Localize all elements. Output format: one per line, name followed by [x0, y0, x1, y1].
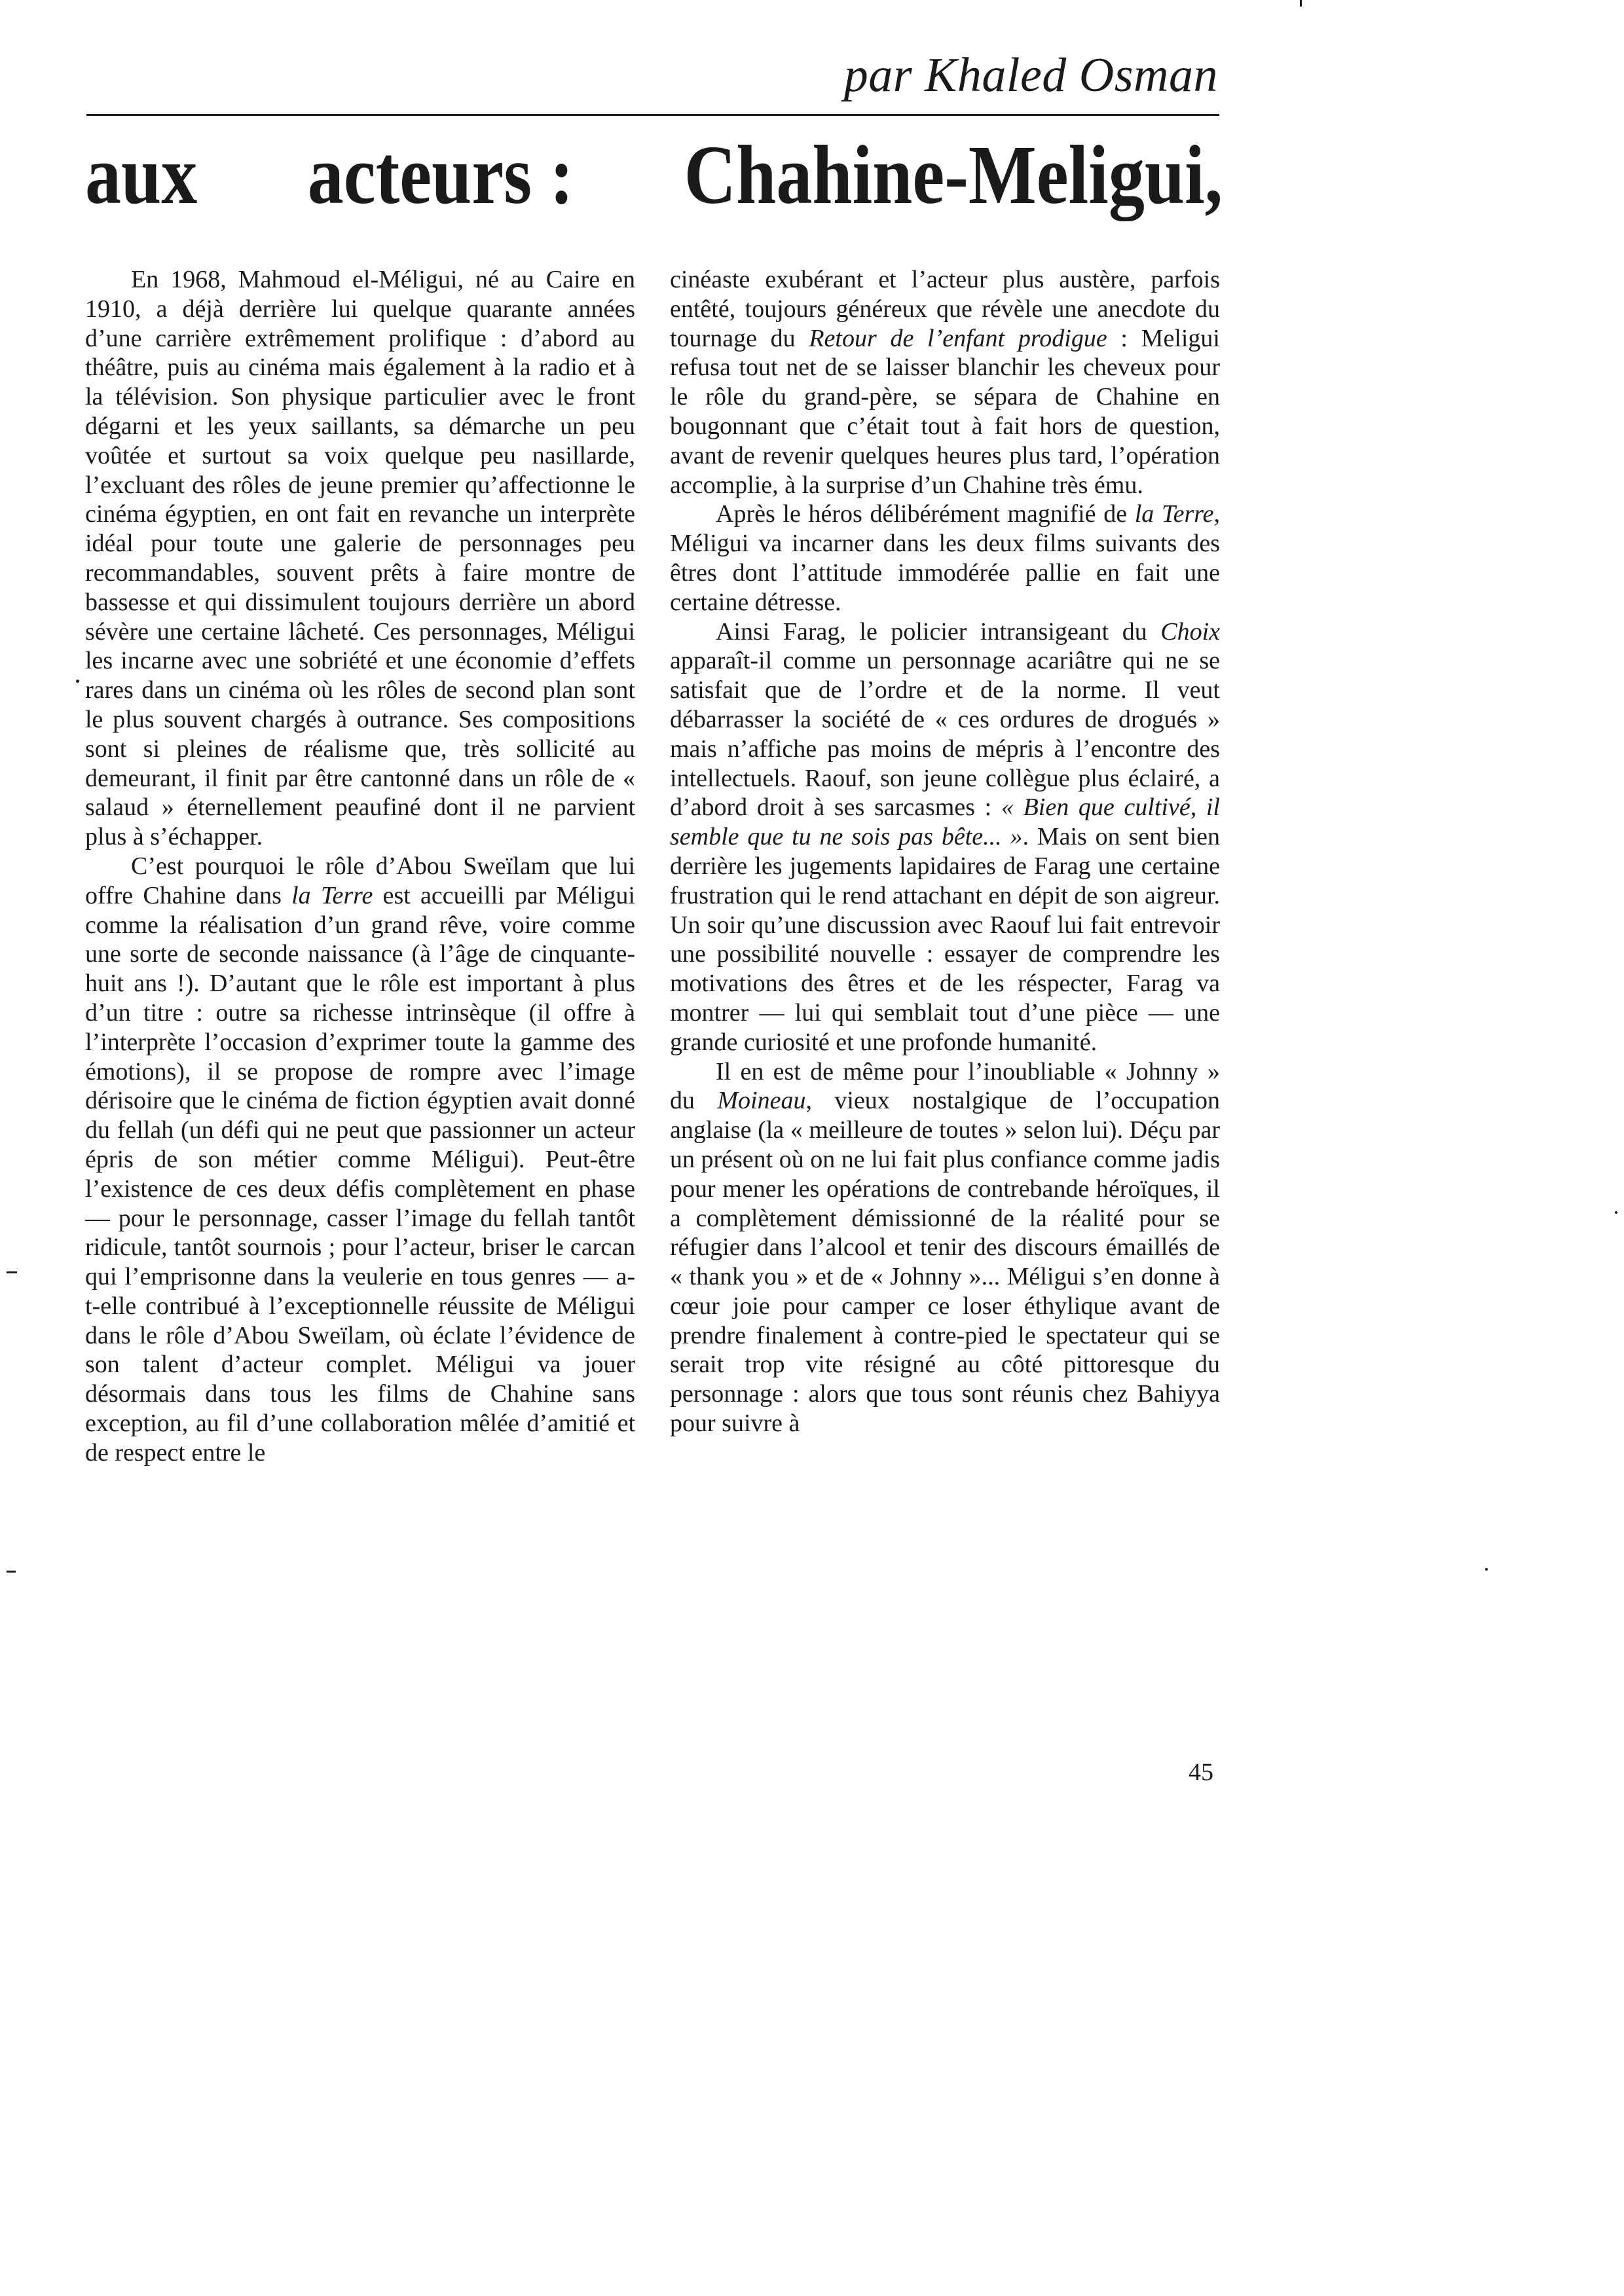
text-run: Il en est de même pour l’inoubliable « Johnny » du	[670, 1057, 1220, 1115]
text-run: apparaît-il comme un personnage acariâtre qui ne se satisfait que de l’ordre et de la norme. Il veut débarrasser la société de « ces ordures de drogués » mais n’affiche pas moins de mépris à l’encontre des intellectuels. Raouf, son jeune collègue plus éclairé, a d’abord droit à ses sarcasmes :	[670, 647, 1220, 822]
quotation: « Bien que cultivé, il semble que tu ne sois pas bête... »	[670, 793, 1220, 851]
margin-mark	[1300, 0, 1302, 7]
paragraph	[670, 617, 1220, 1057]
text-run: , vieux nostalgique de l’occupation anglaise (la « meilleure de toutes » selon lui). Déçu par un présent où on ne lui fait plus confiance comme jadis pour mener les opérations de contrebande héroïques, il a complètement démissionné de la réalité pour se réfugier dans l’alcool et tenir des discours émaillés de « thank you » et de « Johnny »... Méligui s’en donne à cœur joie pour camper ce loser éthylique avant de prendre finalement à contre-pied le spectateur qui se serait trop vite résigné au côté pittoresque du personnage : alors que tous sont réunis chez Bahiyya pour suivre à	[670, 1087, 1220, 1438]
headline-word-2: acteurs :	[307, 128, 574, 221]
text-run: : Meligui refusa tout net de se laisser blanchir les cheveux pour le rôle du grand-père, se sépara de Chahine en bougonnant que c’était tout à fait hors de question, avant de revenir quelques heures plus tard, l’opération accomplie, à la surprise d’un Chahine très ému.	[670, 324, 1220, 499]
film-title: Retour de l’enfant prodigue	[809, 324, 1107, 352]
film-title: la Terre	[291, 881, 373, 909]
paragraph	[670, 500, 1220, 617]
left-column	[85, 265, 635, 1468]
film-title: Choix	[1160, 617, 1220, 646]
margin-dot	[76, 680, 79, 683]
header-rule	[86, 114, 1219, 116]
right-column	[670, 265, 1220, 1438]
text-run: , Méligui va incarner dans les deux films suivants des êtres dont l’attitude immodérée pallie en fait une certaine détresse.	[670, 500, 1220, 616]
text-run: Après le héros délibérément magnifié de	[716, 500, 1135, 528]
margin-dot	[1485, 1568, 1488, 1571]
paragraph: En 1968, Mahmoud el-Méligui, né au Caire en 1910, a déjà derrière lui quelque quarante années d’une carrière extrêmement prolifique : d’abord au théâtre, puis au cinéma mais également à la radio et à la télévision. Son physique particulier avec le front dégarni et les yeux saillants, sa démarche un peu voûtée et surtout sa voix quelque peu nasillarde, l’excluant des rôles de jeune premier qu’affectionne le cinéma égyptien, en ont fait en revanche un interprète idéal pour toute une galerie de personnages peu recommandables, souvent prêts à faire montre de bassesse et qui dissimulent toujours derrière un abord sévère une certaine lâcheté. Ces personnages, Méligui les incarne avec une sobriété et une économie d’effets rares dans un cinéma où les rôles de second plan sont le plus souvent chargés à outrance. Ses compositions sont si pleines de réalisme que, très sollicité au demeurant, il finit par être cantonné dans un rôle de « salaud » éternellement peaufiné dont il ne parvient plus à s’échapper.	[85, 266, 635, 851]
text-run: . Mais on sent bien derrière les jugements lapidaires de Farag une certaine frustration qui le rend attachant en dépit de son aigreur. Un soir qu’une discussion avec Raouf lui fait entrevoir une possibilité nouvelle : essayer de comprendre les motivations des êtres et de les réspecter, Farag va montrer — lui qui semblait tout d’une pièce — une grande curiosité et une profonde humanité.	[670, 823, 1220, 1056]
headline	[85, 128, 1223, 221]
headline-word-1: aux	[85, 128, 198, 221]
film-title: la Terre	[1134, 500, 1214, 528]
text-run: C’est pourquoi le rôle d’Abou Sweïlam que lui offre Chahine dans	[85, 852, 635, 909]
page-number: 45	[1189, 1758, 1213, 1786]
film-title: Moineau	[717, 1087, 806, 1115]
text-run: est accueilli par Méligui comme la réalisation d’un grand rêve, voire comme une sorte de seconde naissance (à l’âge de cinquante-huit ans !). D’autant que le rôle est important à plus d’un titre : outre sa richesse intrinsèque (il offre à l’interprète l’occasion d’exprimer toute la gamme des émotions), il se propose de rompre avec l’image dérisoire que le cinéma de fiction égyptien avait donné du fellah (un défi qui ne peut que passionner un acteur épris de son métier comme Méligui). Peut-être l’existence de ces deux défis complètement en phase — pour le personnage, casser l’image du fellah tantôt ridicule, tantôt sournois ; pour l’acteur, briser le carcan qui l’emprisonne dans la veulerie en tous genres — a-t-elle contribué à l’exceptionnelle réussite de Méligui dans le rôle d’Abou Sweïlam, où éclate l’évidence de son talent d’acteur complet. Méligui va jouer désormais dans tous les films de Chahine sans exception, au fil d’une collaboration mêlée d’amitié et de respect entre le	[85, 881, 635, 1467]
paragraph	[85, 852, 635, 1468]
text-run: Ainsi Farag, le policier intransigeant du	[716, 617, 1161, 646]
margin-mark	[7, 1571, 16, 1573]
paragraph	[670, 1057, 1220, 1438]
margin-dot	[1615, 1211, 1617, 1214]
margin-mark	[7, 1271, 17, 1273]
headline-word-3: Chahine-Meligui,	[684, 128, 1223, 221]
byline: par Khaled Osman	[843, 48, 1218, 102]
text-run: cinéaste exubérant et l’acteur plus austère, parfois entêté, toujours généreux que révèle une anecdote du tournage du	[670, 266, 1220, 352]
paragraph	[670, 265, 1220, 500]
